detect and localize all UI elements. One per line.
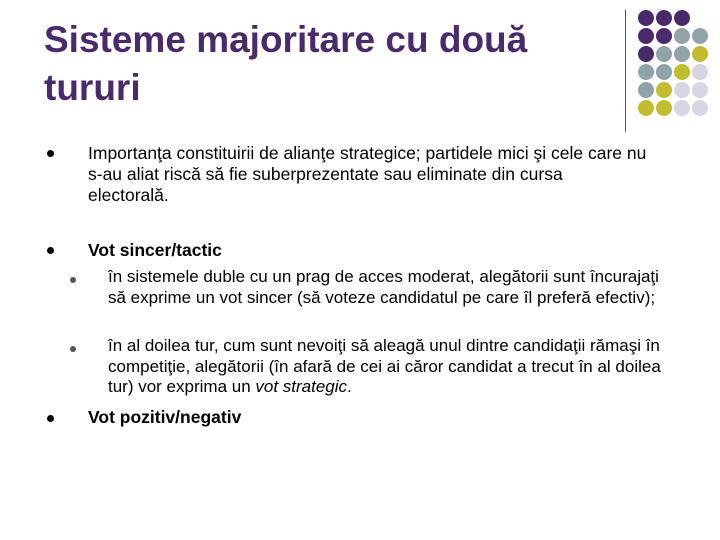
sub-bullet-text — [108, 336, 673, 398]
bullet-icon — [47, 150, 54, 157]
sub-bullet-icon — [70, 277, 76, 283]
bullet-heading: Vot pozitiv/negativ — [88, 407, 242, 427]
page-title: Sisteme majoritare cu două tururi — [44, 19, 528, 108]
bullet-heading: Vot sincer/tactic — [88, 240, 222, 260]
sub-bullet-text: în sistemele duble cu un prag de acces moderat, alegătorii sunt încurajaţi să exprime un vot sincer (să voteze candidatul pe care îl preferă efectiv); — [108, 267, 659, 307]
emphasis-text: vot strategic — [255, 377, 348, 396]
sub-bullet-text-part: în al doilea tur, cum sunt nevoiţi să aleagă unul dintre candidaţii rămaşi în competiţie, alegătorii (în afară de cei ai căror candidat a trecut în al doilea tur) vor exprima un — [108, 336, 661, 396]
sub-bullet-icon — [70, 346, 76, 352]
bullet-icon — [47, 247, 54, 254]
bullet-text: Importanţa constituirii de alianţe strategice; partidele mici şi cele care nu s-au aliat riscă să fie suberprezentate sau eliminate din cursa electorală. — [88, 143, 647, 205]
sub-bullet-text-end: . — [347, 377, 352, 396]
bullet-icon — [47, 415, 54, 422]
